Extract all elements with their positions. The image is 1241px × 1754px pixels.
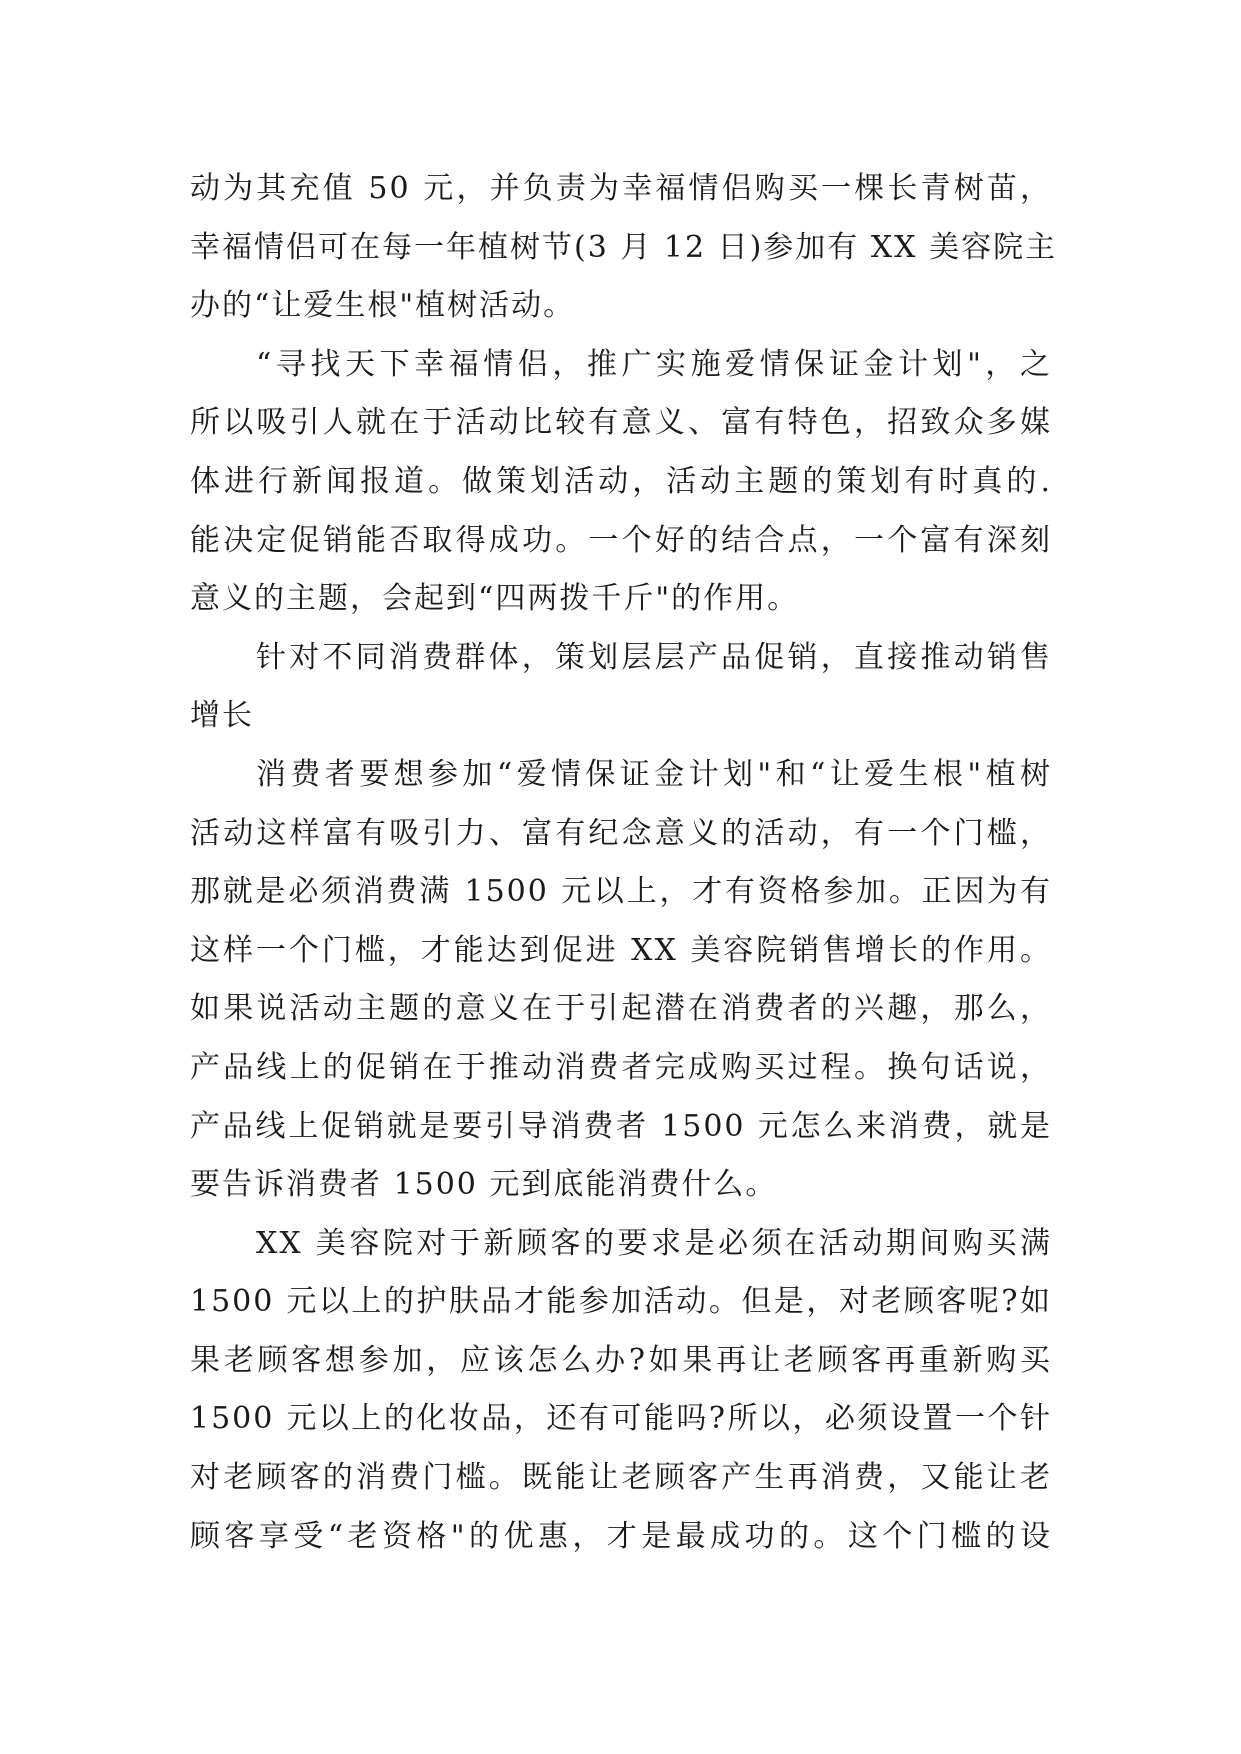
text-line: 办的“让爱生根"植树活动。: [190, 288, 576, 324]
text-line: 果老顾客想参加，应该怎么办?如果再让老顾客再重新购买: [190, 1342, 1052, 1378]
text-line: XX 美容院对于新顾客的要求是必须在活动期间购买满: [256, 1225, 1052, 1261]
text-line: 1500 元以上的护肤品才能参加活动。但是，对老顾客呢?如: [190, 1284, 1052, 1320]
text-line: 顾客享受“老资格"的优惠，才是最成功的。这个门槛的设: [190, 1518, 1052, 1554]
text-line: 产品线上促销就是要引导消费者 1500 元怎么来消费，就是: [190, 1108, 1052, 1144]
text-line: 能决定促销能否取得成功。一个好的结合点，一个富有深刻: [190, 522, 1052, 558]
text-line: 要告诉消费者 1500 元到底能消费什么。: [190, 1167, 778, 1203]
text-line: 幸福情侣可在每一年植树节(3 月 12 日)参加有 XX 美容院主: [190, 229, 1058, 265]
text-line: 这样一个门槛，才能达到促进 XX 美容院销售增长的作用。: [190, 932, 1052, 968]
text-line: “寻找天下幸福情侣，推广实施爱情保证金计划"，之: [256, 346, 1052, 382]
text-line: 那就是必须消费满 1500 元以上，才有资格参加。正因为有: [190, 874, 1052, 910]
body-text: [190, 160, 1058, 1566]
text-line: 动为其充值 50 元，并负责为幸福情侣购买一棵长青树苗，: [190, 171, 1052, 206]
text-line: 如果说活动主题的意义在于引起潜在消费者的兴趣，那么，: [190, 991, 1052, 1027]
text-line: 1500 元以上的化妆品，还有可能吗?所以，必须设置一个针: [190, 1401, 1052, 1437]
text-line: 活动这样富有吸引力、富有纪念意义的活动，有一个门槛，: [190, 815, 1052, 851]
text-line: 所以吸引人就在于活动比较有意义、富有特色，招致众多媒: [190, 405, 1052, 441]
text-line: 消费者要想参加“爱情保证金计划"和“让爱生根"植树: [256, 756, 1052, 792]
text-line: 意义的主题，会起到“四两拨千斤"的作用。: [190, 581, 800, 617]
text-line: 针对不同消费群体，策划层层产品促销，直接推动销售: [256, 639, 1052, 675]
text-line: 对老顾客的消费门槛。既能让老顾客产生再消费，又能让老: [190, 1460, 1052, 1496]
text-line: 体进行新闻报道。做策划活动，活动主题的策划有时真的.: [190, 463, 1052, 499]
text-line: 产品线上的促销在于推动消费者完成购买过程。换句话说，: [190, 1049, 1052, 1085]
text-line: 增长: [190, 698, 254, 734]
